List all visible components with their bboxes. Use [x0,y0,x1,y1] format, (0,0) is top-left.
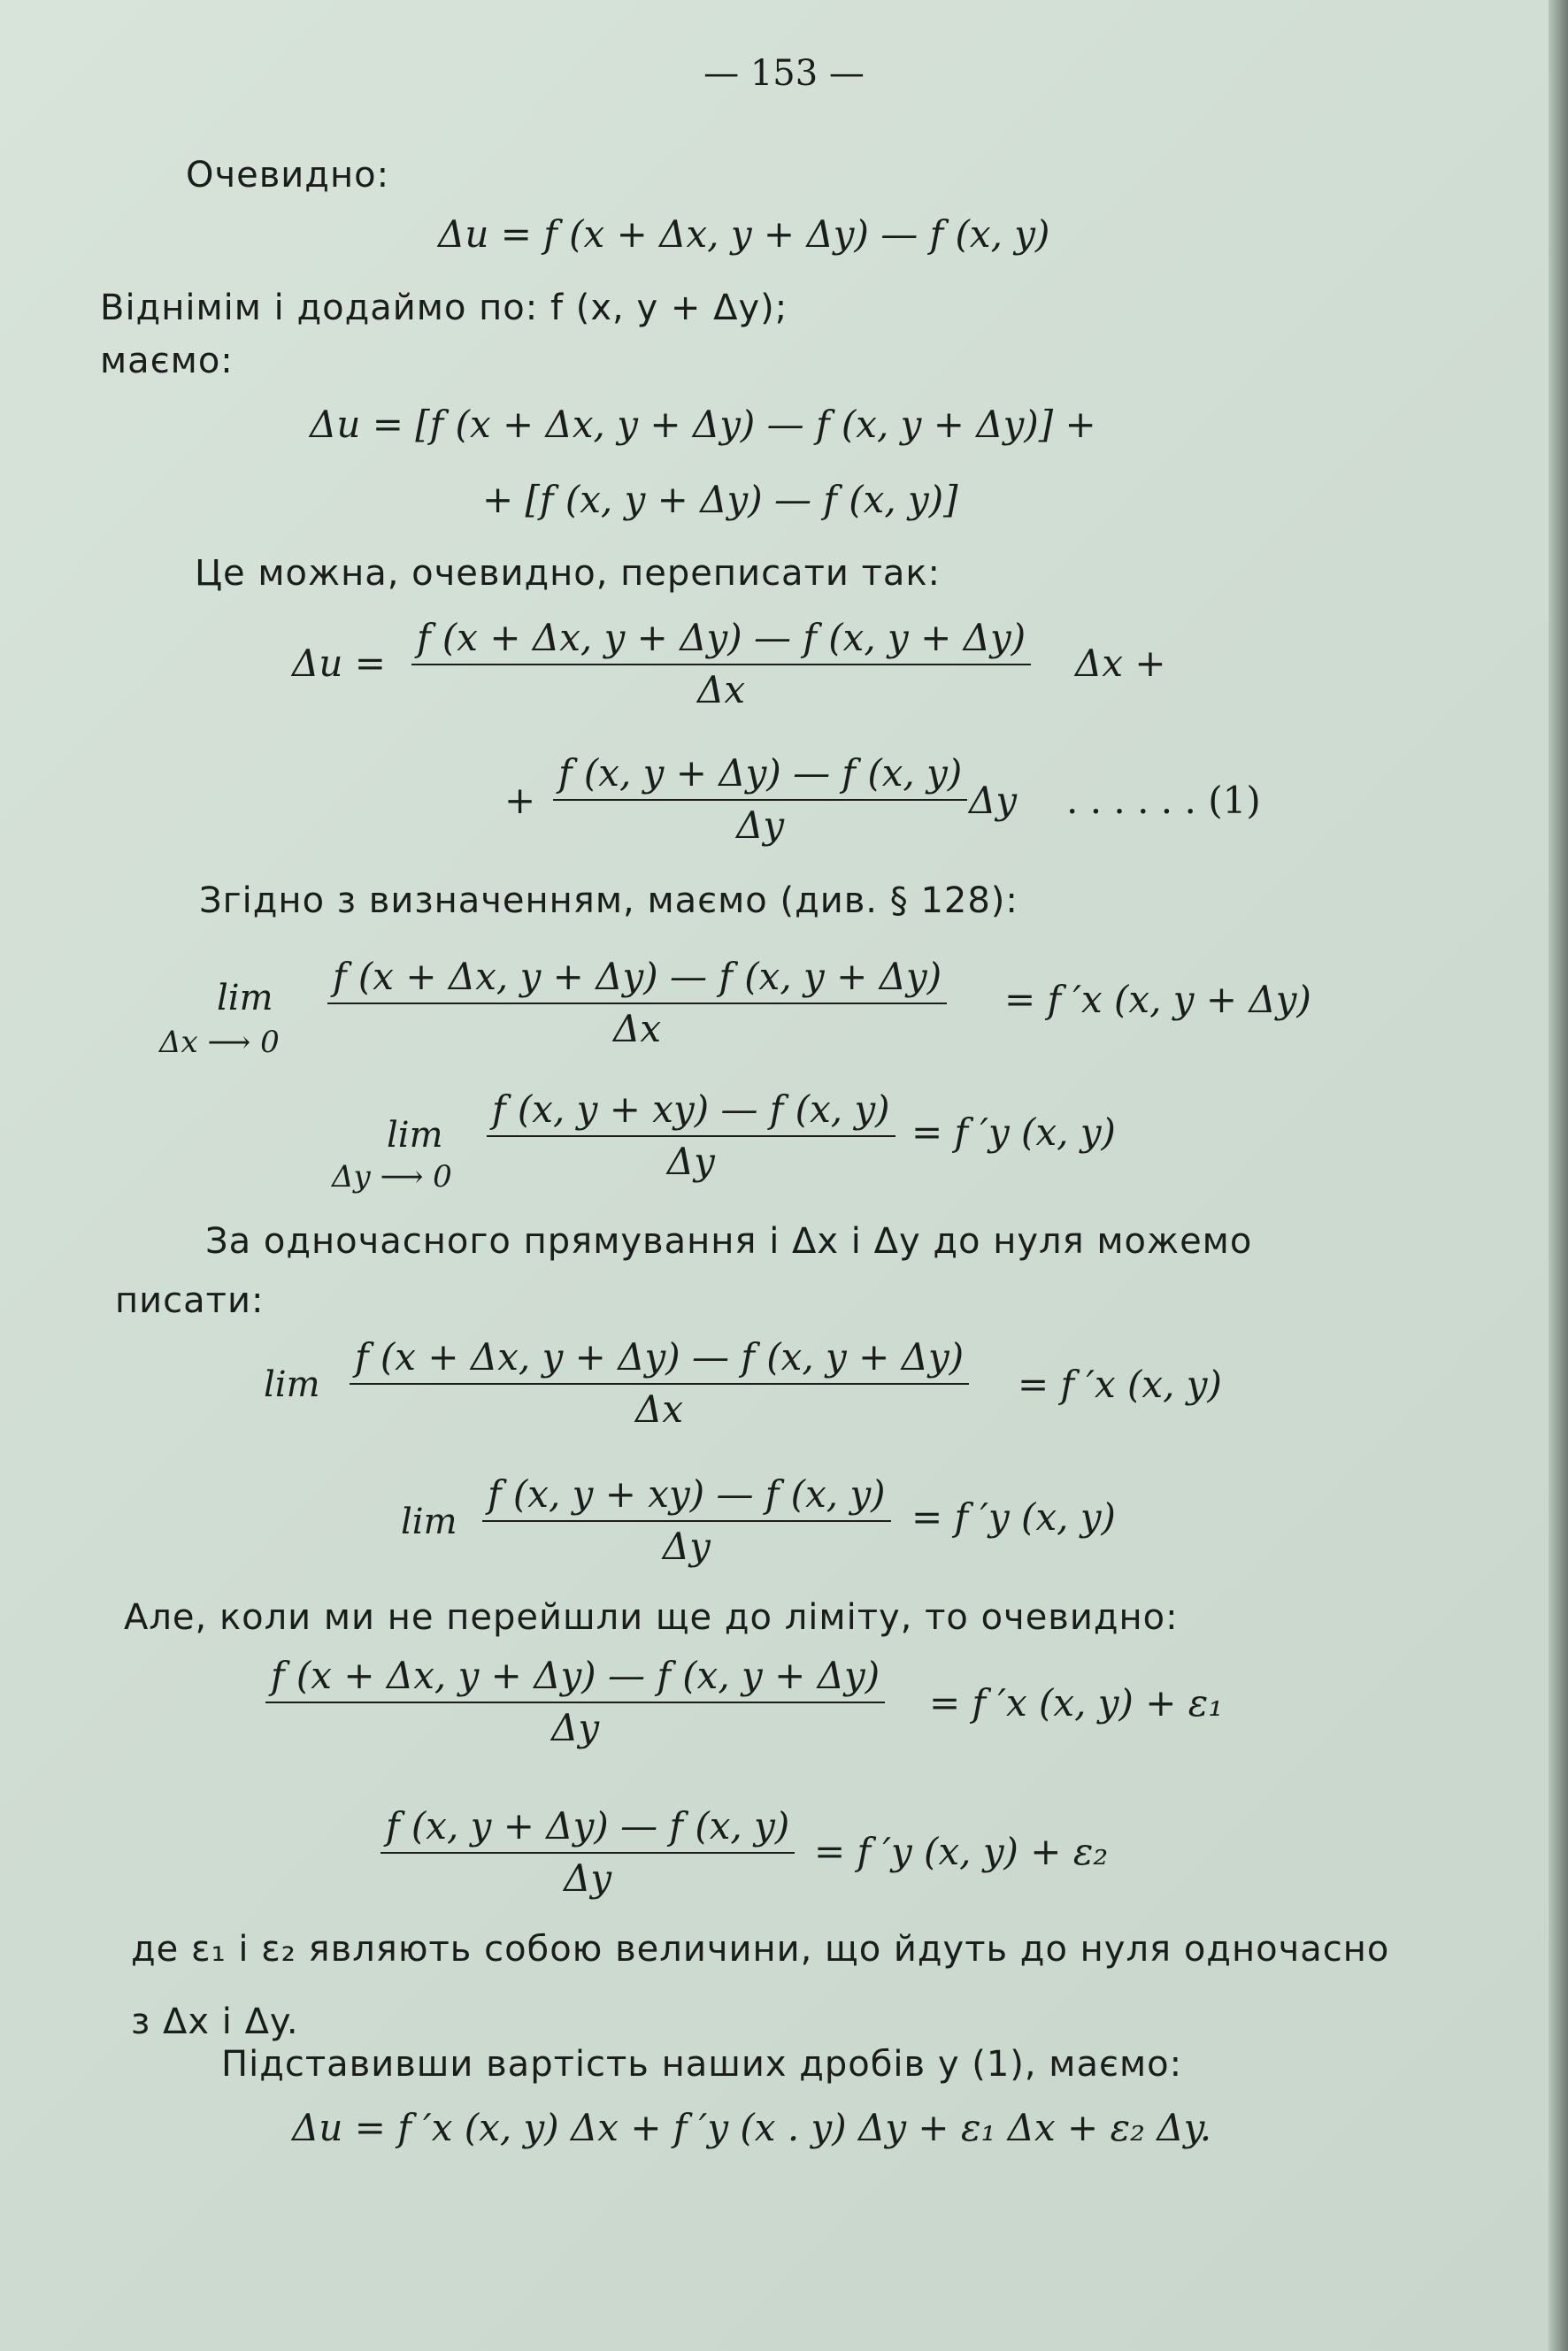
lim1-rhs: = f ′x (x, y + Δy) [1004,978,1311,1021]
text-substituting: Підставивши вартість наших дробів у (1), маємо: [221,2044,1183,2085]
text-by-definition: Згідно з визначенням, маємо (див. § 128): [199,880,1018,921]
lim2-denominator: Δy [666,1140,715,1183]
lim3-label: lim [264,1364,320,1405]
eq4-fraction [553,748,967,850]
text-where-epsilon: де ε₁ і ε₂ являють собою величини, що йдуть до нуля одночасно [131,1929,1390,1970]
lim1-label: lim [217,978,273,1018]
lim2-numerator: f (x, y + xy) — f (x, y) [487,1084,895,1137]
eq6-denominator: Δy [564,1856,612,1900]
text-simultaneous: За одночасного прямування і Δx і Δy до нуля можемо [205,1221,1253,1262]
eq5-numerator: f (x + Δx, y + Δy) — f (x, y + Δy) [265,1650,885,1703]
eq5-denominator: Δy [551,1706,600,1749]
lim4-label: lim [401,1502,457,1542]
text-obviously: Очевидно: [186,155,390,196]
eq3-lhs: Δu = [292,642,386,685]
lim1-denominator: Δx [613,1007,662,1050]
lim3-numerator: f (x + Δx, y + Δy) — f (x, y + Δy) [350,1332,969,1385]
eq5-rhs: = f ′x (x, y) + ε₁ [929,1681,1224,1725]
text-rewrite: Це можна, очевидно, переписати так: [195,553,942,594]
eq5-fraction [265,1650,885,1753]
lim1-fraction [327,951,947,1054]
eq4-rhs: Δy [969,779,1018,822]
eq3-fraction [411,612,1031,715]
eq3-numerator: f (x + Δx, y + Δy) — f (x, y + Δy) [411,612,1031,665]
lim4-rhs: = f ′y (x, y) [911,1495,1116,1539]
page-number: — 153 — [703,53,865,94]
eq3-rhs: Δx + [1075,642,1166,685]
equation-7: Δu = f ′x (x, y) Δx + f ′y (x . y) Δy + ε₁ Δx + ε₂ Δy. [292,2106,1212,2149]
lim3-fraction [350,1332,969,1434]
eq4-tag: . . . . . . (1) [1066,779,1261,822]
eq4-denominator: Δy [736,803,785,847]
eq6-numerator: f (x, y + Δy) — f (x, y) [380,1801,795,1854]
text-subtract-add: Віднімім і додаймо по: f (x, y + Δy); [100,288,788,328]
page-edge-shadow [1549,0,1568,2351]
lim2-fraction [487,1084,895,1187]
lim3-rhs: = f ′x (x, y) [1018,1363,1222,1406]
lim3-denominator: Δx [635,1387,684,1431]
lim1-numerator: f (x + Δx, y + Δy) — f (x, y + Δy) [327,951,947,1004]
equation-2b: + [f (x, y + Δy) — f (x, y)] [482,478,958,521]
eq3-denominator: Δx [697,668,746,711]
equation-2a: Δu = [f (x + Δx, y + Δy) — f (x, y + Δy)] + [310,403,1096,446]
lim2-rhs: = f ′y (x, y) [911,1110,1116,1154]
text-write: писати: [115,1280,265,1321]
lim4-numerator: f (x, y + xy) — f (x, y) [482,1469,891,1522]
eq4-lhs: + [504,779,536,822]
lim4-fraction [482,1469,891,1571]
lim1-under: Δx ⟶ 0 [159,1025,280,1060]
text-we-have: маємо: [100,341,234,381]
text-with-deltas: з Δx і Δy. [131,2001,299,2042]
lim2-label: lim [387,1115,443,1156]
eq4-numerator: f (x, y + Δy) — f (x, y) [553,748,967,801]
lim2-under: Δy ⟶ 0 [332,1159,452,1195]
equation-1: Δu = f (x + Δx, y + Δy) — f (x, y) [438,212,1050,256]
lim4-denominator: Δy [662,1525,711,1568]
text-before-limit: Але, коли ми не перейшли ще до ліміту, то очевидно: [124,1597,1179,1638]
eq6-rhs: = f ′y (x, y) + ε₂ [814,1830,1109,1873]
eq6-fraction [380,1801,795,1903]
